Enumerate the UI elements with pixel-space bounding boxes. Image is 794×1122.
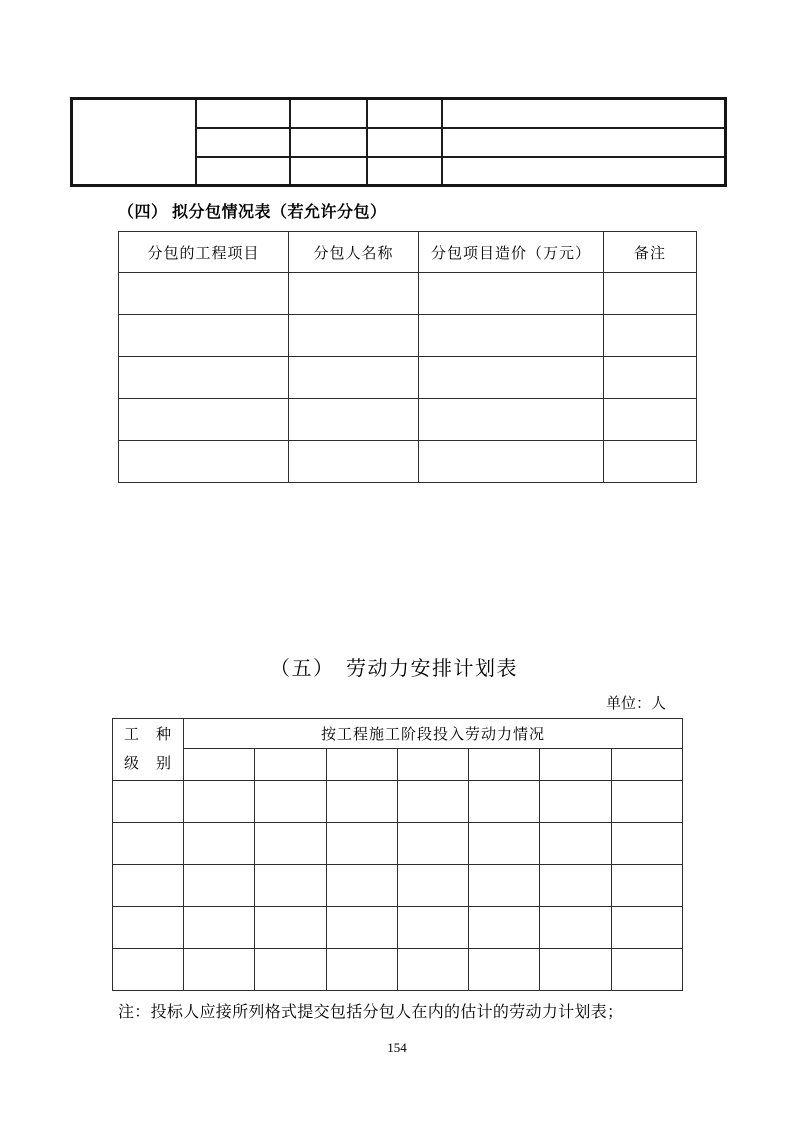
empty-cell: [119, 399, 289, 441]
empty-cell: [196, 99, 290, 128]
empty-cell: [397, 949, 468, 991]
empty-cell: [119, 357, 289, 399]
header-row: [113, 719, 683, 749]
empty-cell: [367, 99, 442, 128]
empty-cell: [289, 399, 419, 441]
col-header-subcontractor-name: 分包人名称: [289, 232, 419, 273]
empty-cell: [540, 949, 611, 991]
empty-cell: [184, 907, 255, 949]
empty-cell: [469, 823, 540, 865]
section4-heading: （四） 拟分包情况表（若允许分包）: [118, 204, 387, 221]
empty-cell: [397, 865, 468, 907]
col-header-subcontract-cost: 分包项目造价（万元）: [419, 232, 604, 273]
empty-cell: [540, 865, 611, 907]
empty-cell: [540, 749, 611, 781]
empty-cell: [255, 781, 326, 823]
table-row: [113, 949, 683, 991]
empty-cell: [469, 907, 540, 949]
empty-cell: [540, 907, 611, 949]
table-row: [119, 273, 697, 315]
empty-cell: [290, 157, 367, 186]
empty-cell: [290, 128, 367, 157]
empty-cell: [255, 949, 326, 991]
empty-cell: [326, 781, 397, 823]
page-number: 154: [387, 1040, 407, 1055]
subcontract-table: [118, 231, 697, 483]
table-row: [119, 357, 697, 399]
empty-cell: [397, 823, 468, 865]
empty-cell: [442, 99, 726, 128]
empty-cell: [442, 128, 726, 157]
empty-cell: [119, 273, 289, 315]
empty-cell: [469, 949, 540, 991]
empty-cell: [611, 865, 682, 907]
empty-cell: [397, 749, 468, 781]
table-row: [113, 823, 683, 865]
table-row: [113, 865, 683, 907]
worker-level-label: 级 别: [123, 755, 172, 772]
empty-cell: [419, 273, 604, 315]
empty-cell: [326, 749, 397, 781]
empty-cell: [604, 441, 697, 483]
empty-cell: [611, 781, 682, 823]
col-header-construction-stages: 按工程施工阶段投入劳动力情况: [184, 719, 683, 749]
section5-heading: （五） 劳动力安排计划表: [270, 658, 518, 680]
empty-cell: [289, 441, 419, 483]
empty-cell: [184, 823, 255, 865]
empty-cell: [604, 399, 697, 441]
empty-cell: [290, 99, 367, 128]
continuation-table: [70, 97, 727, 187]
note-text: 注：投标人应接所列格式提交包括分包人在内的估计的劳动力计划表；: [118, 1004, 624, 1021]
empty-cell: [419, 441, 604, 483]
empty-cell: [113, 781, 184, 823]
worker-type-label: 工 种: [123, 726, 172, 743]
empty-cell: [289, 357, 419, 399]
empty-cell: [113, 823, 184, 865]
merged-empty-cell: [72, 99, 196, 186]
empty-cell: [289, 315, 419, 357]
empty-cell: [611, 823, 682, 865]
empty-cell: [469, 865, 540, 907]
empty-cell: [326, 907, 397, 949]
empty-cell: [184, 781, 255, 823]
empty-cell: [540, 781, 611, 823]
empty-cell: [289, 273, 419, 315]
empty-cell: [119, 315, 289, 357]
empty-cell: [255, 907, 326, 949]
empty-cell: [419, 315, 604, 357]
empty-cell: [419, 399, 604, 441]
empty-cell: [255, 749, 326, 781]
empty-cell: [397, 907, 468, 949]
empty-cell: [326, 949, 397, 991]
empty-cell: [611, 749, 682, 781]
empty-cell: [611, 949, 682, 991]
empty-cell: [119, 441, 289, 483]
subheader-row: [113, 749, 683, 781]
col-header-worker-type-level: [113, 719, 184, 781]
table-row: [119, 441, 697, 483]
empty-cell: [469, 749, 540, 781]
empty-cell: [604, 315, 697, 357]
empty-cell: [113, 865, 184, 907]
empty-cell: [604, 273, 697, 315]
empty-cell: [113, 907, 184, 949]
empty-cell: [255, 823, 326, 865]
empty-cell: [326, 865, 397, 907]
empty-cell: [397, 781, 468, 823]
table-row: [113, 781, 683, 823]
empty-cell: [196, 128, 290, 157]
empty-cell: [196, 157, 290, 186]
empty-cell: [184, 865, 255, 907]
empty-cell: [255, 865, 326, 907]
empty-cell: [367, 157, 442, 186]
table-row: [72, 99, 726, 128]
empty-cell: [469, 781, 540, 823]
empty-cell: [184, 749, 255, 781]
empty-cell: [611, 907, 682, 949]
empty-cell: [367, 128, 442, 157]
empty-cell: [419, 357, 604, 399]
unit-label: 单位：人: [606, 696, 667, 712]
empty-cell: [113, 949, 184, 991]
col-header-subcontract-project: 分包的工程项目: [119, 232, 289, 273]
labor-plan-table: [112, 718, 683, 991]
empty-cell: [604, 357, 697, 399]
empty-cell: [442, 157, 726, 186]
table-row: [119, 399, 697, 441]
col-header-remarks: 备注: [604, 232, 697, 273]
header-row: [119, 232, 697, 273]
table-row: [119, 315, 697, 357]
empty-cell: [184, 949, 255, 991]
table-row: [113, 907, 683, 949]
empty-cell: [540, 823, 611, 865]
empty-cell: [326, 823, 397, 865]
